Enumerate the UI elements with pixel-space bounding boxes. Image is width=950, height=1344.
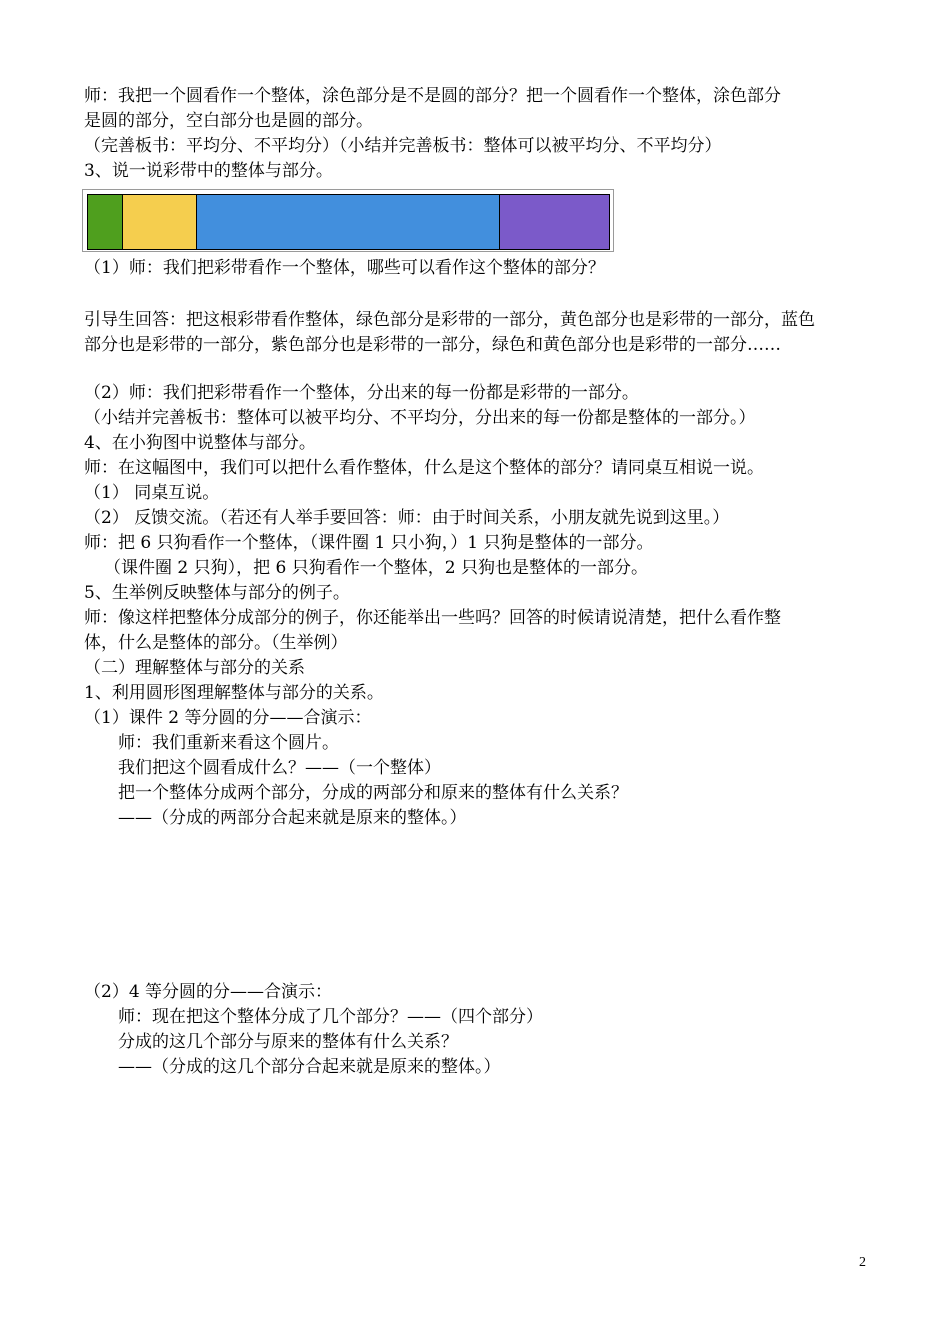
ribbon-segment-yellow <box>123 195 198 249</box>
text-line: 师：我把一个圆看作一个整体，涂色部分是不是圆的部分？把一个圆看作一个整体，涂色部分 <box>84 86 781 106</box>
text-line: 5、生举例反映整体与部分的例子。 <box>84 583 350 603</box>
text-line: 体，什么是整体的部分。（生举例） <box>84 633 348 653</box>
ribbon-bar <box>87 194 610 250</box>
text-line: 我们把这个圆看成什么？——（一个整体） <box>118 758 441 778</box>
text-line: 师：我们重新来看这个圆片。 <box>118 733 339 753</box>
text-line: （2）师：我们把彩带看作一个整体，分出来的每一份都是彩带的一部分。 <box>84 383 639 403</box>
text-line: 分成的这几个部分与原来的整体有什么关系？ <box>118 1032 458 1052</box>
text-line: 3、说一说彩带中的整体与部分。 <box>84 161 333 181</box>
text-line: （1）师：我们把彩带看作一个整体，哪些可以看作这个整体的部分？ <box>84 258 605 278</box>
text-line: （1）课件 2 等分圆的分——合演示： <box>84 708 372 728</box>
text-line: 部分也是彩带的一部分，紫色部分也是彩带的一部分，绿色和黄色部分也是彩带的一部分…… <box>84 335 781 355</box>
ribbon-segment-blue <box>197 195 499 249</box>
text-line: （2） 反馈交流。（若还有人举手要回答：师：由于时间关系，小朋友就先说到这里。） <box>84 508 730 528</box>
text-line: 是圆的部分，空白部分也是圆的部分。 <box>84 111 373 131</box>
text-line: （完善板书：平均分、不平均分）（小结并完善板书：整体可以被平均分、不平均分） <box>84 136 722 156</box>
text-line: （小结并完善板书：整体可以被平均分、不平均分，分出来的每一份都是整体的一部分。） <box>84 408 756 428</box>
text-line: ——（分成的两部分合起来就是原来的整体。） <box>118 808 467 828</box>
text-line: 4、在小狗图中说整体与部分。 <box>84 433 316 453</box>
text-line: 师：现在把这个整体分成了几个部分？——（四个部分） <box>118 1007 543 1027</box>
color-ribbon <box>82 189 614 252</box>
text-line: ——（分成的这几个部分合起来就是原来的整体。） <box>118 1057 501 1077</box>
ribbon-segment-green <box>88 195 123 249</box>
text-line: 引导生回答：把这根彩带看作整体，绿色部分是彩带的一部分，黄色部分也是彩带的一部分，蓝色 <box>84 310 815 330</box>
text-line: 师：像这样把整体分成部分的例子，你还能举出一些吗？回答的时候请说清楚，把什么看作整 <box>84 608 781 628</box>
text-line: 把一个整体分成两个部分，分成的两部分和原来的整体有什么关系？ <box>118 783 628 803</box>
text-line: 1、利用圆形图理解整体与部分的关系。 <box>84 683 384 703</box>
section-heading: （二）理解整体与部分的关系 <box>84 658 305 678</box>
text-line: （1） 同桌互说。 <box>84 483 220 503</box>
text-line: （2）4 等分圆的分——合演示： <box>84 982 333 1002</box>
text-line: 师：在这幅图中，我们可以把什么看作整体，什么是这个整体的部分？请同桌互相说一说。 <box>84 458 764 478</box>
text-line: 师：把 6 只狗看作一个整体，（课件圈 1 只小狗，）1 只狗是整体的一部分。 <box>84 533 654 553</box>
ribbon-segment-purple <box>500 195 609 249</box>
text-line: （课件圈 2 只狗），把 6 只狗看作一个整体，2 只狗也是整体的一部分。 <box>104 558 648 578</box>
page-number: 2 <box>859 1255 866 1270</box>
